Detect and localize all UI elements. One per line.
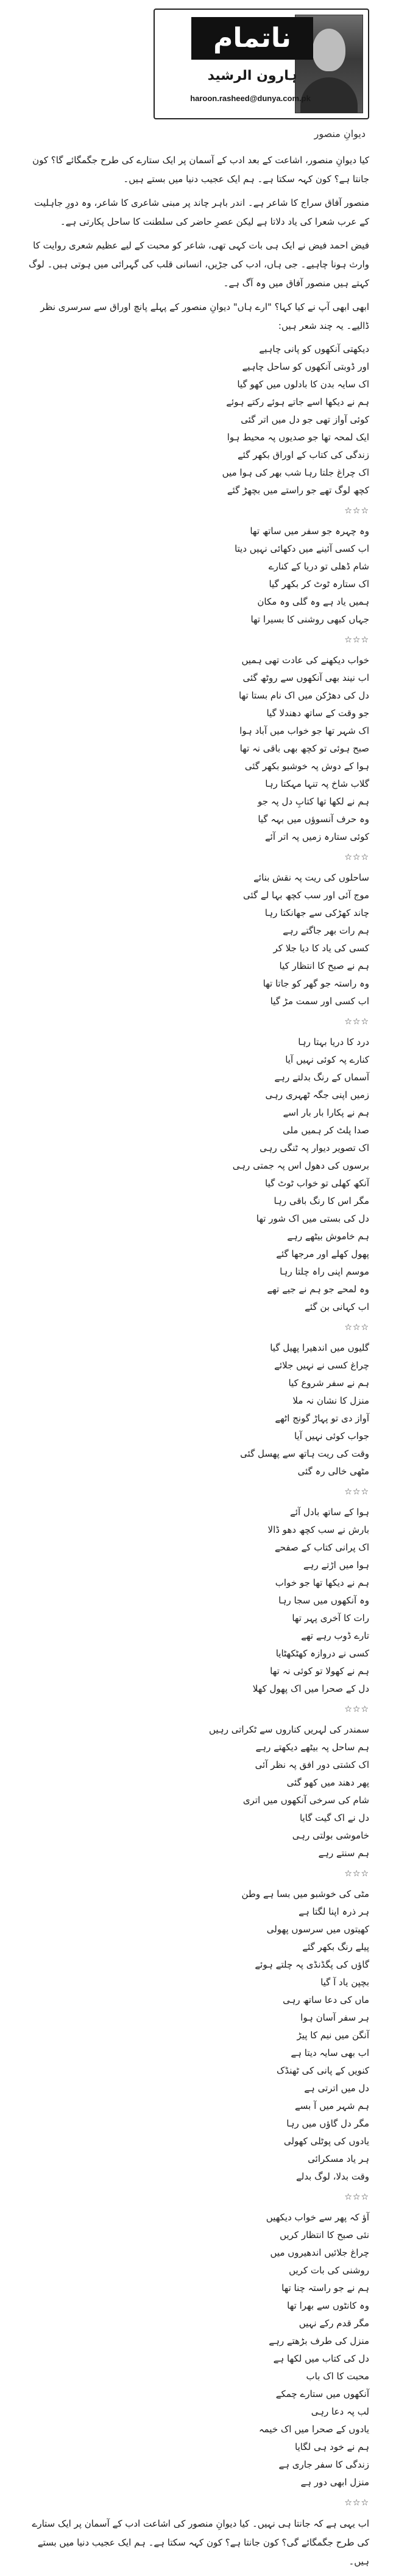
verse-line: ہم نے دیکھا اسے جاتے ہوئے رکتے ہوئے [226,396,369,407]
verse-line: بچپن یاد آ گیا [320,1977,369,1988]
verse-line: آنگن میں نیم کا پیڑ [297,2030,369,2041]
intro-paragraphs [28,151,369,336]
verse-line: وہ کانٹوں سے بھرا تھا [287,2300,369,2311]
verse-line: نئی صبح کا انتظار کریں [280,2229,369,2240]
verse-line: لب پہ دعا رہی [311,2406,369,2417]
verse-line: وقت کی ریت ہاتھ سے پھسل گئی [240,1448,369,1459]
author-name: ہارون الرشید [207,68,297,83]
verse-line: ہم نے خود ہی لگایا [295,2441,369,2452]
verse-block [28,340,369,499]
verse-line: دل کی کتاب میں لکھا ہے [273,2353,369,2364]
verse-line: زمیں اپنی جگہ ٹھہری رہی [265,1089,369,1100]
verse-block [28,1504,369,1698]
portrait-head [313,29,345,71]
verse-block [28,1721,369,1862]
verse-line: ہم نے کھولا تو کوئی نہ تھا [270,1666,369,1677]
section-separator: ☆☆☆ [344,1323,369,1332]
verse-line: مگر اس کا رنگ باقی رہا [274,1195,369,1206]
verse-line: دل نے اک گیت گایا [299,1812,369,1823]
section-separator: ☆☆☆ [344,2192,369,2202]
verse-line: زندگی کا سفر جاری ہے [278,2459,369,2470]
verse-line: آؤ کہ پھر سے خواب دیکھیں [266,2212,369,2223]
verse-line: کچھ لوگ تھے جو راستے میں بچھڑ گئے [227,485,369,496]
verse-line: رات کا آخری پہر تھا [292,1613,369,1624]
verse-line: منزل ابھی دور ہے [300,2477,369,2488]
verse-line: کسی نے دروازہ کھٹکھٹایا [275,1648,369,1659]
section-separator: ☆☆☆ [344,2498,369,2508]
verse-block [28,2209,369,2491]
verse-line: بارش نے سب کچھ دھو ڈالا [267,1524,369,1535]
verse-line: ایک لمحہ تھا جو صدیوں پہ محیط ہوا [227,432,369,443]
masthead [0,9,396,124]
verse-line: مٹھی خالی رہ گئی [297,1466,369,1477]
verse-line: ہوا میں اڑتے رہے [303,1560,369,1571]
verse-line: ہم نے پکارا بار بار اسے [283,1107,369,1118]
verse-line: دل میں اترتی ہے [304,2083,369,2094]
verse-line: سمندر کی لہریں کناروں سے ٹکراتی رہیں [208,1724,369,1735]
verse-line: دل کے صحرا میں اک پھول کھلا [252,1683,369,1694]
verse-line: یادوں کے صحرا میں اک خیمہ [258,2424,369,2435]
verse-line: ہمیں یاد ہے وہ گلی وہ مکان [257,596,369,607]
verse-line: کھیتوں میں سرسوں پھولی [266,1924,369,1935]
verse-line: چاند کھڑکی سے جھانکتا رہا [264,907,369,918]
verse-line: گاؤں کی پگڈنڈی پہ چلتے ہوئے [255,1959,369,1970]
verse-line: اب نیند بھی آنکھوں سے روٹھ گئی [242,672,369,683]
section-separator: ☆☆☆ [344,1487,369,1497]
verse-line: ہم نے دیکھا تھا جو خواب [275,1577,369,1588]
verse-line: تارے ڈوب رہے تھے [301,1630,369,1641]
verse-line: ہم نے لکھا تھا کتابِ دل پہ جو [257,796,369,807]
verse-line: ہم خاموش بیٹھے رہے [287,1231,369,1242]
verse-line: کنویں کے پانی کی ٹھنڈک [277,2065,369,2076]
verse-line: شام کی سرخی آنکھوں میں اتری [242,1795,369,1806]
verse-line: موسم اپنی راہ چلتا رہا [280,1266,369,1277]
verse-line: خواب دیکھنے کی عادت تھی ہمیں [241,655,369,666]
verse-line: کوئی آواز تھی جو دل میں اتر گئی [241,414,369,425]
verse-line: درد کا دریا بہتا رہا [298,1036,369,1047]
verse-line: وہ حرف آنسوؤں میں بہہ گیا [258,814,369,825]
verse-line: برسوں کی دھول اس پہ جمتی رہی [232,1160,369,1171]
verse-line: ہوا کے دوش پہ خوشبو بکھر گئی [244,761,369,772]
verse-line: پھول کھلے اور مرجھا گئے [276,1248,369,1259]
verse-line: ہم سنتے رہے [318,1848,369,1859]
section-separator: ☆☆☆ [344,1017,369,1027]
verse-line: وہ چہرہ جو سفر میں ساتھ تھا [250,526,369,537]
intro-paragraph: ابھی ابھی آپ نے کیا کہا؟ "ارے ہاں" دیوانِ منصور کے پہلے پانچ اوراق سے سرسری نظر ڈالیے۔ یہ چند شعر ہیں: [40,301,369,331]
verse-line: جہاں کبھی روشنی کا بسیرا تھا [250,614,369,625]
verse-line: زندگی کی کتاب کے اوراق بکھر گئے [237,449,369,460]
verse-line: وہ راستہ جو گھر کو جاتا تھا [263,978,369,989]
verse-line: ہم نے سفر شروع کیا [288,1378,369,1388]
verse-line: دل کی دھڑکن میں اک نام بستا تھا [239,690,369,701]
verse-line: صبح ہوئی تو کچھ بھی باقی نہ تھا [239,743,369,754]
verse-line: اک سایہ بدن کا بادلوں میں کھو گیا [237,379,369,390]
verse-line: اک چراغ جلتا رہا شب بھر کی ہوا میں [222,467,369,478]
verse-line: گلاب شاخ پہ تنہا مہکتا رہا [265,778,369,789]
intro-paragraph: فیض احمد فیض نے ایک ہی بات کہی تھی، شاعر کو محبت کے لیے عظیم شعری روایت کا وارث ہونا چاہیے۔ جی ہاں، ادب کی جڑیں، انسانی قلب کی گہرائی میں ہوتی ہیں۔ لوگ کہتے ہیں منصور آفاق میں وہ آگ ہے۔ [29,240,369,289]
verse-line: اک کشتی دور افق پہ نظر آئی [255,1759,369,1770]
verse-sections [28,340,369,2512]
verse-line: اب کسی آئینے میں دکھائی نہیں دیتا [235,543,369,554]
verse-line: جواب کوئی نہیں آیا [294,1431,369,1441]
verse-line: منزل کا نشان نہ ملا [292,1395,369,1406]
column-name: ناتمام [191,17,313,60]
verse-line: ہم شہر میں آ بسے [295,2100,369,2111]
verse-block [28,869,369,1010]
closing-paragraph: اب یہی ہے کہ جانتا ہی نہیں۔ کیا دیوانِ منصور کی اشاعت ادب کے آسمان پر ایک ستارے کی طرح جگمگائے گی؟ کون جانتا ہے؟ کون کہہ سکتا ہے۔ ہم ایک عجیب دنیا میں بستے ہیں۔ [32,2518,369,2567]
verse-block [28,1033,369,1316]
verse-line: ساحلوں کی ریت پہ نقش بنائے [253,872,369,883]
verse-line: ہر سفر آسان ہوا [300,2012,369,2023]
verse-line: اک ستارہ ٹوٹ کر بکھر گیا [269,579,369,589]
verse-line: مٹی کی خوشبو میں بسا ہے وطن [241,1888,369,1899]
verse-line: وقت بدلا، لوگ بدلے [295,2171,369,2182]
verse-line: چراغ کسی نے نہیں جلائے [274,1360,369,1371]
verse-line: منزل کی طرف بڑھتے رہے [269,2335,369,2346]
intro-paragraph: منصور آفاق سراج کا شاعر ہے۔ اندر باہر چاند پر مبنی شاعری کا شاعر، وہ دورِ جاہلیت کے عرب شعرا کی یاد دلاتا ہے لیکن عصرِ حاضر کی سلطنت کا ساحل پکارتی ہے۔ [34,197,369,227]
verse-line: روشنی کی بات کریں [289,2265,369,2276]
verse-line: اک پرانی کتاب کے صفحے [274,1542,369,1553]
verse-line: مگر قدم رکے نہیں [299,2318,369,2329]
section-separator: ☆☆☆ [344,635,369,645]
verse-block [28,523,369,628]
verse-line: پھر دھند میں کھو گئی [286,1777,369,1788]
section-separator: ☆☆☆ [344,853,369,862]
verse-line: دیکھتی آنکھوں کو پانی چاہیے [259,343,369,354]
verse-line: جو وقت کے ساتھ دھندلا گیا [266,708,369,719]
verse-line: اک تصویر دیوار پہ ٹنگی رہی [260,1142,369,1153]
section-separator: ☆☆☆ [344,1869,369,1879]
verse-line: شام ڈھلی تو دریا کے کنارے [268,561,369,572]
verse-line: اک شہر تھا جو خواب میں آباد ہوا [239,725,369,736]
verse-line: وہ آنکھوں میں سجا رہا [278,1595,369,1606]
verse-line: گلیوں میں اندھیرا پھیل گیا [270,1342,369,1353]
verse-line: آواز دی تو پہاڑ گونج اٹھے [275,1413,369,1424]
verse-line: محبت کا اک باب [306,2371,369,2382]
verse-line: آنکھوں میں ستارے چمکے [275,2388,369,2399]
verse-line: اور ڈوبتی آنکھوں کو ساحل چاہیے [242,361,369,372]
verse-line: کسی کی یاد کا دیا جلا کر [273,943,369,954]
verse-line: دل کی بستی میں اک شور تھا [256,1213,369,1224]
verse-line: خاموشی بولتی رہی [292,1830,369,1841]
verse-line: اب کہانی بن گئے [305,1301,369,1312]
verse-line: آنکھ کھلی تو خواب ٹوٹ گیا [265,1178,369,1189]
verse-line: یادوں کی پوٹلی کھولی [283,2136,369,2147]
verse-line: ہم ساحل پہ بیٹھے دیکھتے رہے [255,1742,369,1753]
verse-block [28,652,369,846]
verse-line: ہر ذرہ اپنا لگتا ہے [299,1906,369,1917]
verse-line: ہوا کے ساتھ بادل آئے [290,1507,369,1518]
article-body [28,151,369,2576]
author-email: haroon.rasheed@dunya.com.pk [190,94,311,103]
verse-line: موج آئی اور سب کچھ بہا لے گئی [242,890,369,901]
verse-line: چراغ جلائیں اندھیروں میں [270,2247,369,2258]
verse-line: صدا پلٹ کر ہمیں ملی [282,1125,369,1136]
article-title: دیوانِ منصور [314,128,366,139]
verse-line: ہم نے صبح کا انتظار کیا [279,960,369,971]
section-separator: ☆☆☆ [344,1705,369,1714]
verse-line: مگر دل گاؤں میں رہا [286,2118,369,2129]
verse-line: ماں کی دعا ساتھ رہی [283,1994,369,2005]
intro-paragraph: کیا دیوانِ منصور، اشاعت کے بعد ادب کے آسمان پر ایک ستارے کی طرح جگمگائے گا؟ کون جانتا ہے؟ کون کہہ سکتا ہے۔ ہم ایک عجیب دنیا میں بستے ہیں۔ [32,155,369,185]
verse-line: ہم رات بھر جاگتے رہے [283,925,369,936]
verse-line: کوئی ستارہ زمیں پہ اتر آئے [264,831,369,842]
section-separator: ☆☆☆ [344,506,369,516]
verse-line: ہر یاد مسکرائی [308,2153,369,2164]
verse-line: اب کسی اور سمت مڑ گیا [270,996,369,1007]
verse-line: پیلے رنگ بکھر گئے [302,1941,369,1952]
verse-line: آسماں کے رنگ بدلتے رہے [274,1072,369,1083]
verse-line: اب بھی سایہ دیتا ہے [291,2047,369,2058]
verse-line: ہم نے جو راستہ چنا تھا [281,2282,369,2293]
verse-line: کنارے پہ کوئی نہیں آیا [285,1054,369,1065]
verse-block [28,1885,369,2186]
verse-block [28,1339,369,1480]
verse-line: وہ لمحے جو ہم نے جیے تھے [267,1284,369,1295]
